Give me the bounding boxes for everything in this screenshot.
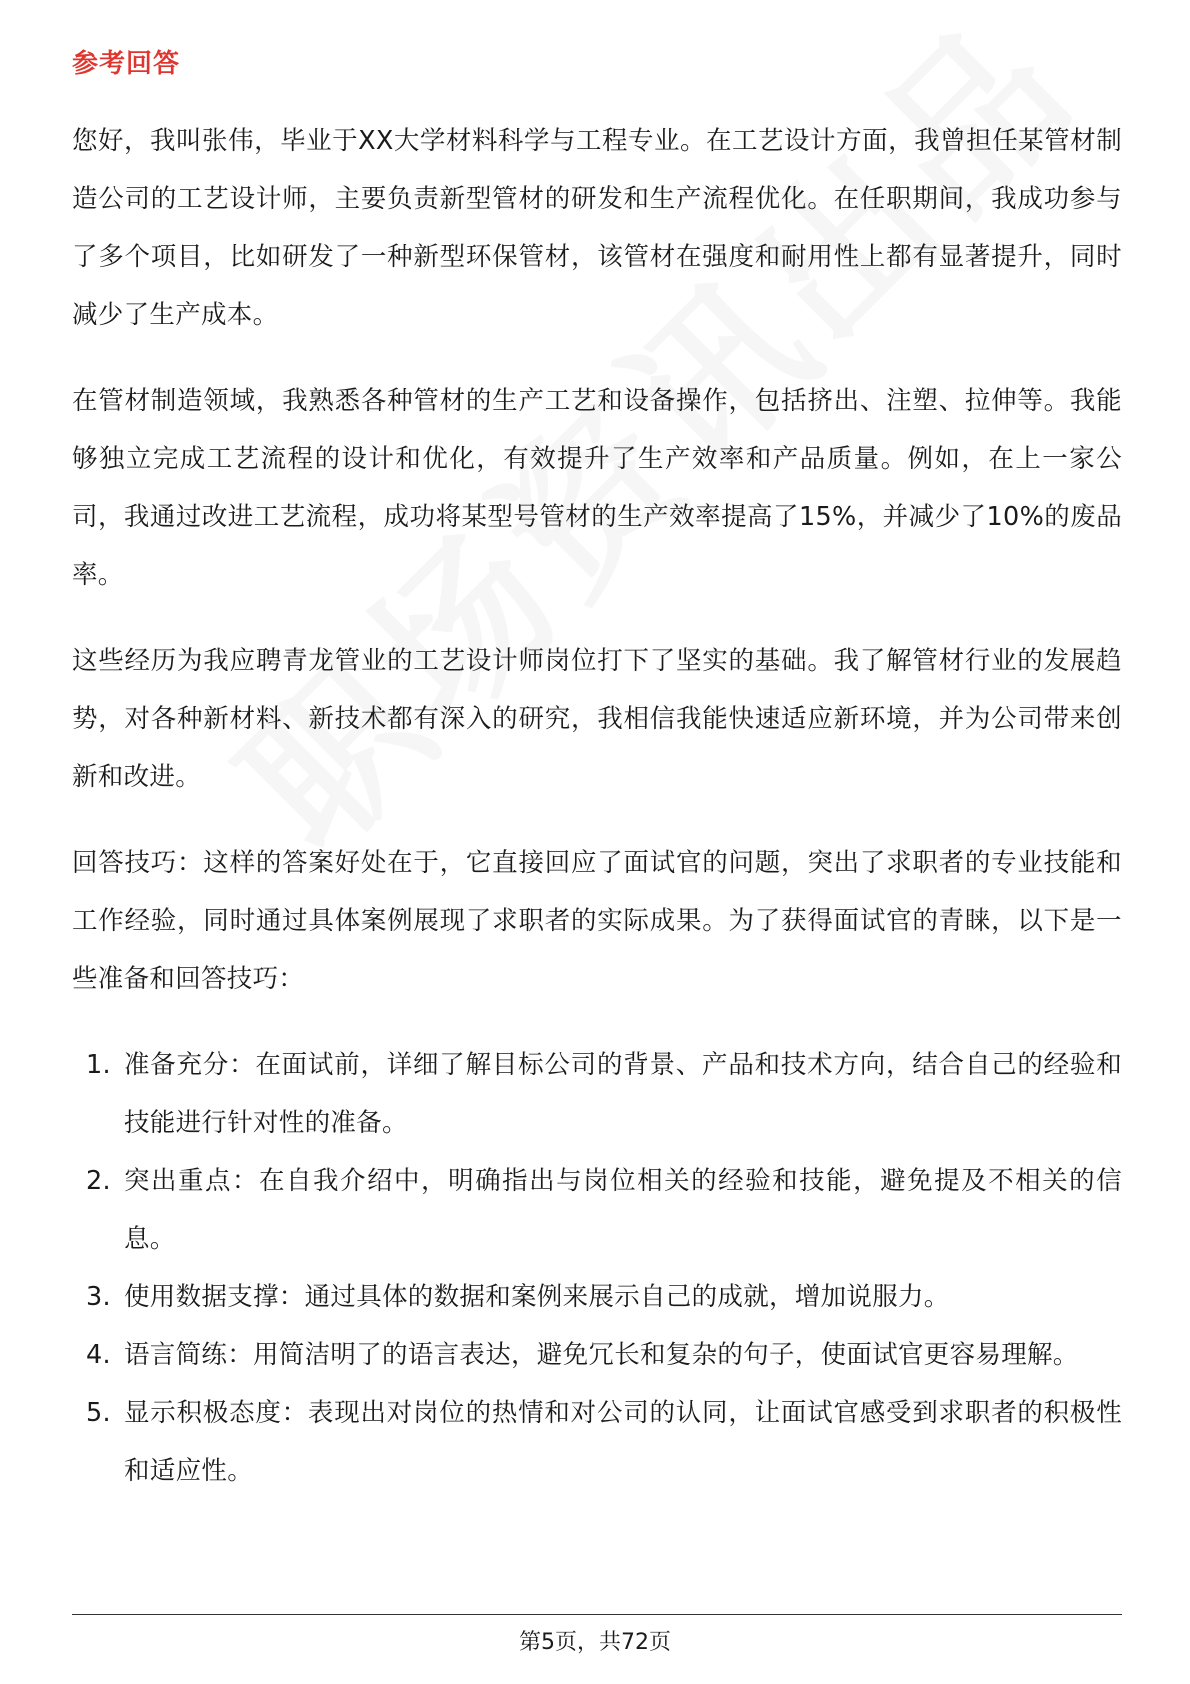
list-item <box>72 1268 1122 1326</box>
footer-divider <box>72 1614 1122 1615</box>
paragraph-skills: 在管材制造领域，我熟悉各种管材的生产工艺和设备操作，包括挤出、注塑、拉伸等。我能够独立完成工艺流程的设计和优化，有效提升了生产效率和产品质量。例如，在上一家公司，我通过改进工艺流程，成功将某型号管材的生产效率提高了15%，并减少了10%的废品率。 <box>72 386 1122 590</box>
list-item <box>72 1036 1122 1152</box>
list-item <box>72 1326 1122 1384</box>
tips-list <box>72 1036 1122 1500</box>
page-number: 第5页，共72页 <box>519 1630 671 1655</box>
list-item-text: 语言简练：用简洁明了的语言表达，避免冗长和复杂的句子，使面试官更容易理解。 <box>124 1340 1079 1370</box>
document-page <box>72 44 1122 1500</box>
list-item-number: 5. <box>86 1398 111 1428</box>
list-item-number: 4. <box>86 1340 111 1370</box>
list-item-number: 1. <box>86 1050 111 1080</box>
list-item <box>72 1152 1122 1268</box>
paragraph-intro: 您好，我叫张伟，毕业于XX大学材料科学与工程专业。在工艺设计方面，我曾担任某管材制造公司的工艺设计师，主要负责新型管材的研发和生产流程优化。在任职期间，我成功参与了多个项目，比如研发了一种新型环保管材，该管材在强度和耐用性上都有显著提升，同时减少了生产成本。 <box>72 126 1122 330</box>
list-item-text: 使用数据支撑：通过具体的数据和案例来展示自己的成就，增加说服力。 <box>124 1282 950 1312</box>
list-item-text: 突出重点：在自我介绍中，明确指出与岗位相关的经验和技能，避免提及不相关的信息。 <box>124 1166 1122 1254</box>
section-title: 参考回答 <box>72 49 181 79</box>
paragraph-tips-intro: 回答技巧：这样的答案好处在于，它直接回应了面试官的问题，突出了求职者的专业技能和工作经验，同时通过具体案例展现了求职者的实际成果。为了获得面试官的青睐，以下是一些准备和回答技巧： <box>72 848 1122 994</box>
list-item <box>72 1384 1122 1500</box>
list-item-number: 2. <box>86 1166 111 1196</box>
list-item-text: 显示积极态度：表现出对岗位的热情和对公司的认同，让面试官感受到求职者的积极性和适应性。 <box>124 1398 1122 1486</box>
paragraph-fit: 这些经历为我应聘青龙管业的工艺设计师岗位打下了坚实的基础。我了解管材行业的发展趋势，对各种新材料、新技术都有深入的研究，我相信我能快速适应新环境，并为公司带来创新和改进。 <box>72 646 1122 792</box>
list-item-text: 准备充分：在面试前，详细了解目标公司的背景、产品和技术方向，结合自己的经验和技能进行针对性的准备。 <box>124 1050 1122 1138</box>
list-item-number: 3. <box>86 1282 111 1312</box>
